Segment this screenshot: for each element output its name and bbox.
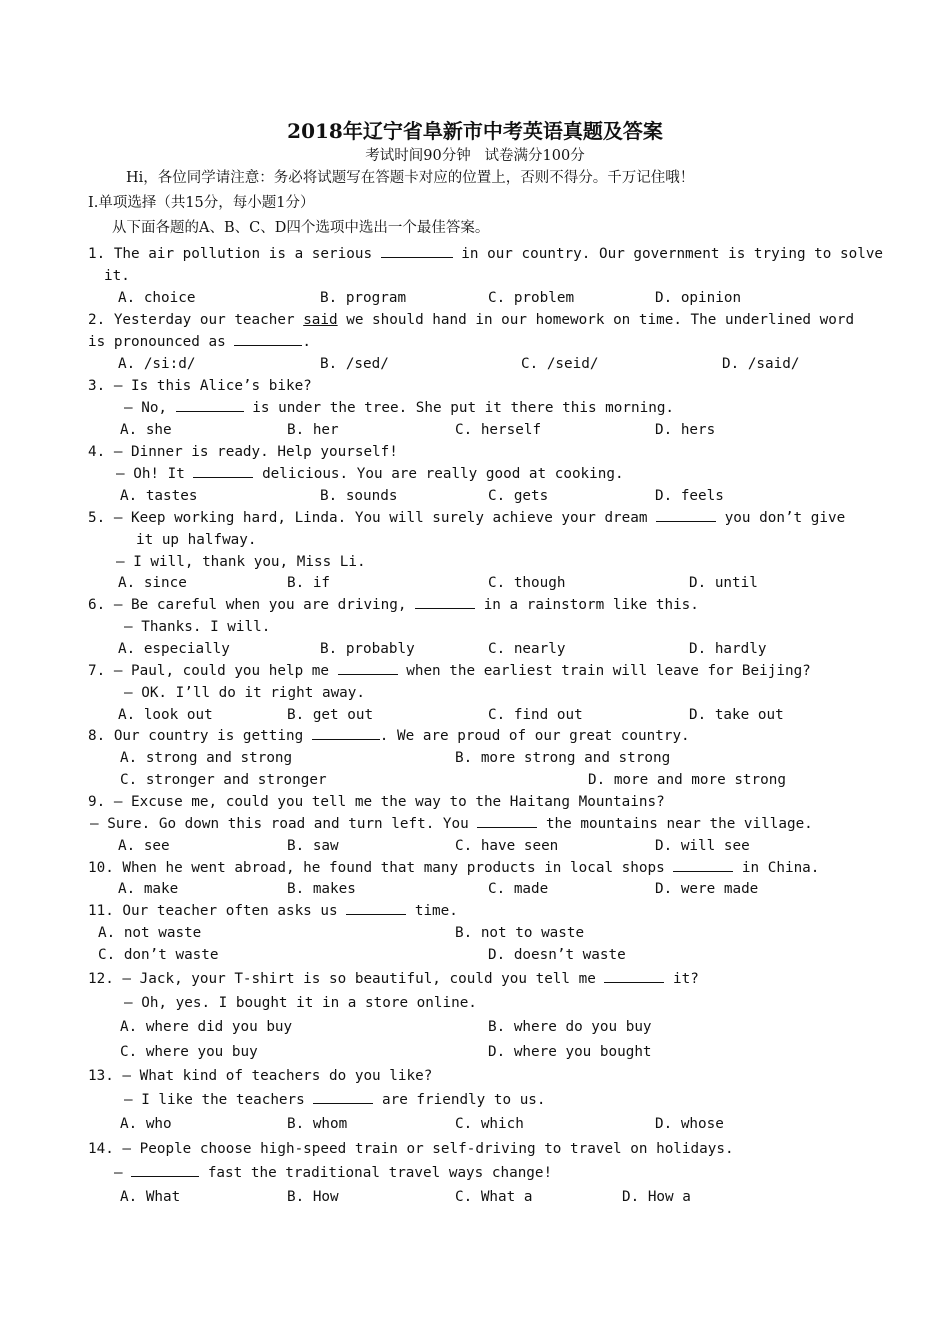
option-7a: A. look out [118,707,213,723]
option-1b: B. program [320,290,407,306]
question-5-reply: – I will, thank you, Miss Li. [116,554,366,570]
question-4-reply: – Oh! It delicious. You are really good at cooking. [116,466,624,482]
option-13c: C. which [455,1116,524,1132]
option-3d: D. hers [655,422,716,438]
answer-blank [673,858,733,872]
answer-blank [176,398,244,412]
answer-blank [313,1090,373,1104]
answer-blank [477,814,537,828]
option-11d: D. doesn’t waste [488,947,626,963]
question-7: 7. – Paul, could you help me when the earliest train will leave for Beijing? [88,663,811,679]
option-4a: A. tastes [120,488,198,504]
underlined-word: said [303,312,338,328]
option-7c: C. find out [488,707,583,723]
question-10: 10. When he went abroad, he found that many products in local shops in China. [88,860,820,876]
option-8c: C. stronger and stronger [120,772,327,788]
option-12d: D. where you bought [488,1044,652,1060]
option-6a: A. especially [118,641,230,657]
option-11b: B. not to waste [455,925,585,941]
option-3b: B. her [287,422,339,438]
option-13a: A. who [120,1116,172,1132]
option-12b: B. where do you buy [488,1019,652,1035]
question-14-reply: – fast the traditional travel ways change! [114,1165,553,1181]
question-6-reply: – Thanks. I will. [124,619,271,635]
exam-info: 考试时间90分钟 试卷满分100分 [365,148,585,164]
option-10c: C. made [488,881,549,897]
option-13d: D. whose [655,1116,724,1132]
option-10b: B. makes [287,881,356,897]
question-5: 5. – Keep working hard, Linda. You will surely achieve your dream you don’t give [88,510,846,526]
section-instruction: 从下面各题的A、B、C、D四个选项中选出一个最佳答案。 [112,220,490,236]
answer-blank [234,332,302,346]
option-11a: A. not waste [98,925,202,941]
option-12a: A. where did you buy [120,1019,293,1035]
option-13b: B. whom [287,1116,348,1132]
answer-blank [656,508,716,522]
option-1c: C. problem [488,290,575,306]
answer-blank [346,901,406,915]
answer-blank [415,595,475,609]
question-9: 9. – Excuse me, could you tell me the way to the Haitang Mountains? [88,794,665,810]
option-11c: C. don’t waste [98,947,219,963]
question-5-cont: it up halfway. [136,532,257,548]
question-11: 11. Our teacher often asks us time. [88,903,458,919]
option-5d: D. until [689,575,758,591]
question-7-reply: – OK. I’ll do it right away. [124,685,366,701]
option-7d: D. take out [689,707,784,723]
question-6: 6. – Be careful when you are driving, in a rainstorm like this. [88,597,699,613]
option-8d: D. more and more strong [588,772,786,788]
question-2: 2. Yesterday our teacher said we should hand in our homework on time. The underlined word [88,312,855,328]
question-12: 12. – Jack, your T-shirt is so beautiful, could you tell me it? [88,971,699,987]
option-5b: B. if [287,575,331,591]
option-2c: C. /seid/ [521,356,599,372]
answer-blank [604,969,664,983]
option-2b: B. /sed/ [320,356,389,372]
notice: Hi，各位同学请注意：务必将试题写在答题卡对应的位置上，否则不得分。千万记住哦！ [126,170,695,186]
option-1a: A. choice [118,290,196,306]
option-8a: A. strong and strong [120,750,293,766]
option-14a: A. What [120,1189,181,1205]
option-10d: D. were made [655,881,759,897]
option-14b: B. How [287,1189,339,1205]
option-2a: A. /si:d/ [118,356,196,372]
question-1: 1. The air pollution is a serious in our country. Our government is trying to solve [88,246,884,262]
question-13-reply: – I like the teachers are friendly to us. [124,1092,546,1108]
question-13: 13. – What kind of teachers do you like? [88,1068,433,1084]
option-10a: A. make [118,881,179,897]
option-9b: B. saw [287,838,339,854]
option-14c: C. What a [455,1189,533,1205]
question-4: 4. – Dinner is ready. Help yourself! [88,444,398,460]
answer-blank [131,1163,199,1177]
option-3c: C. herself [455,422,542,438]
option-4b: B. sounds [320,488,398,504]
option-6b: B. probably [320,641,415,657]
question-2-cont: is pronounced as . [88,334,311,350]
question-3: 3. – Is this Alice’s bike? [88,378,312,394]
question-9-reply: – Sure. Go down this road and turn left. You the mountains near the village. [90,816,813,832]
question-8: 8. Our country is getting . We are proud of our great country. [88,728,690,744]
option-7b: B. get out [287,707,374,723]
option-8b: B. more strong and strong [455,750,671,766]
option-1d: D. opinion [655,290,742,306]
question-14: 14. – People choose high-speed train or self-driving to travel on holidays. [88,1141,734,1157]
option-9d: D. will see [655,838,750,854]
answer-blank [193,464,253,478]
option-4c: C. gets [488,488,549,504]
option-9c: C. have seen [455,838,559,854]
option-2d: D. /said/ [722,356,800,372]
question-12-reply: – Oh, yes. I bought it in a store online. [124,995,477,1011]
option-5a: A. since [118,575,187,591]
option-4d: D. feels [655,488,724,504]
page-title: 2018年辽宁省阜新市中考英语真题及答案 [287,119,663,143]
option-6c: C. nearly [488,641,566,657]
answer-blank [338,661,398,675]
option-5c: C. though [488,575,566,591]
answer-blank [312,726,380,740]
answer-blank [381,244,453,258]
option-6d: D. hardly [689,641,767,657]
option-9a: A. see [118,838,170,854]
option-14d: D. How a [622,1189,691,1205]
question-1-cont: it. [104,268,130,284]
section-heading: Ⅰ.单项选择（共15分，每小题1分） [88,195,315,211]
option-12c: C. where you buy [120,1044,258,1060]
option-3a: A. she [120,422,172,438]
question-3-reply: – No, is under the tree. She put it there this morning. [124,400,675,416]
